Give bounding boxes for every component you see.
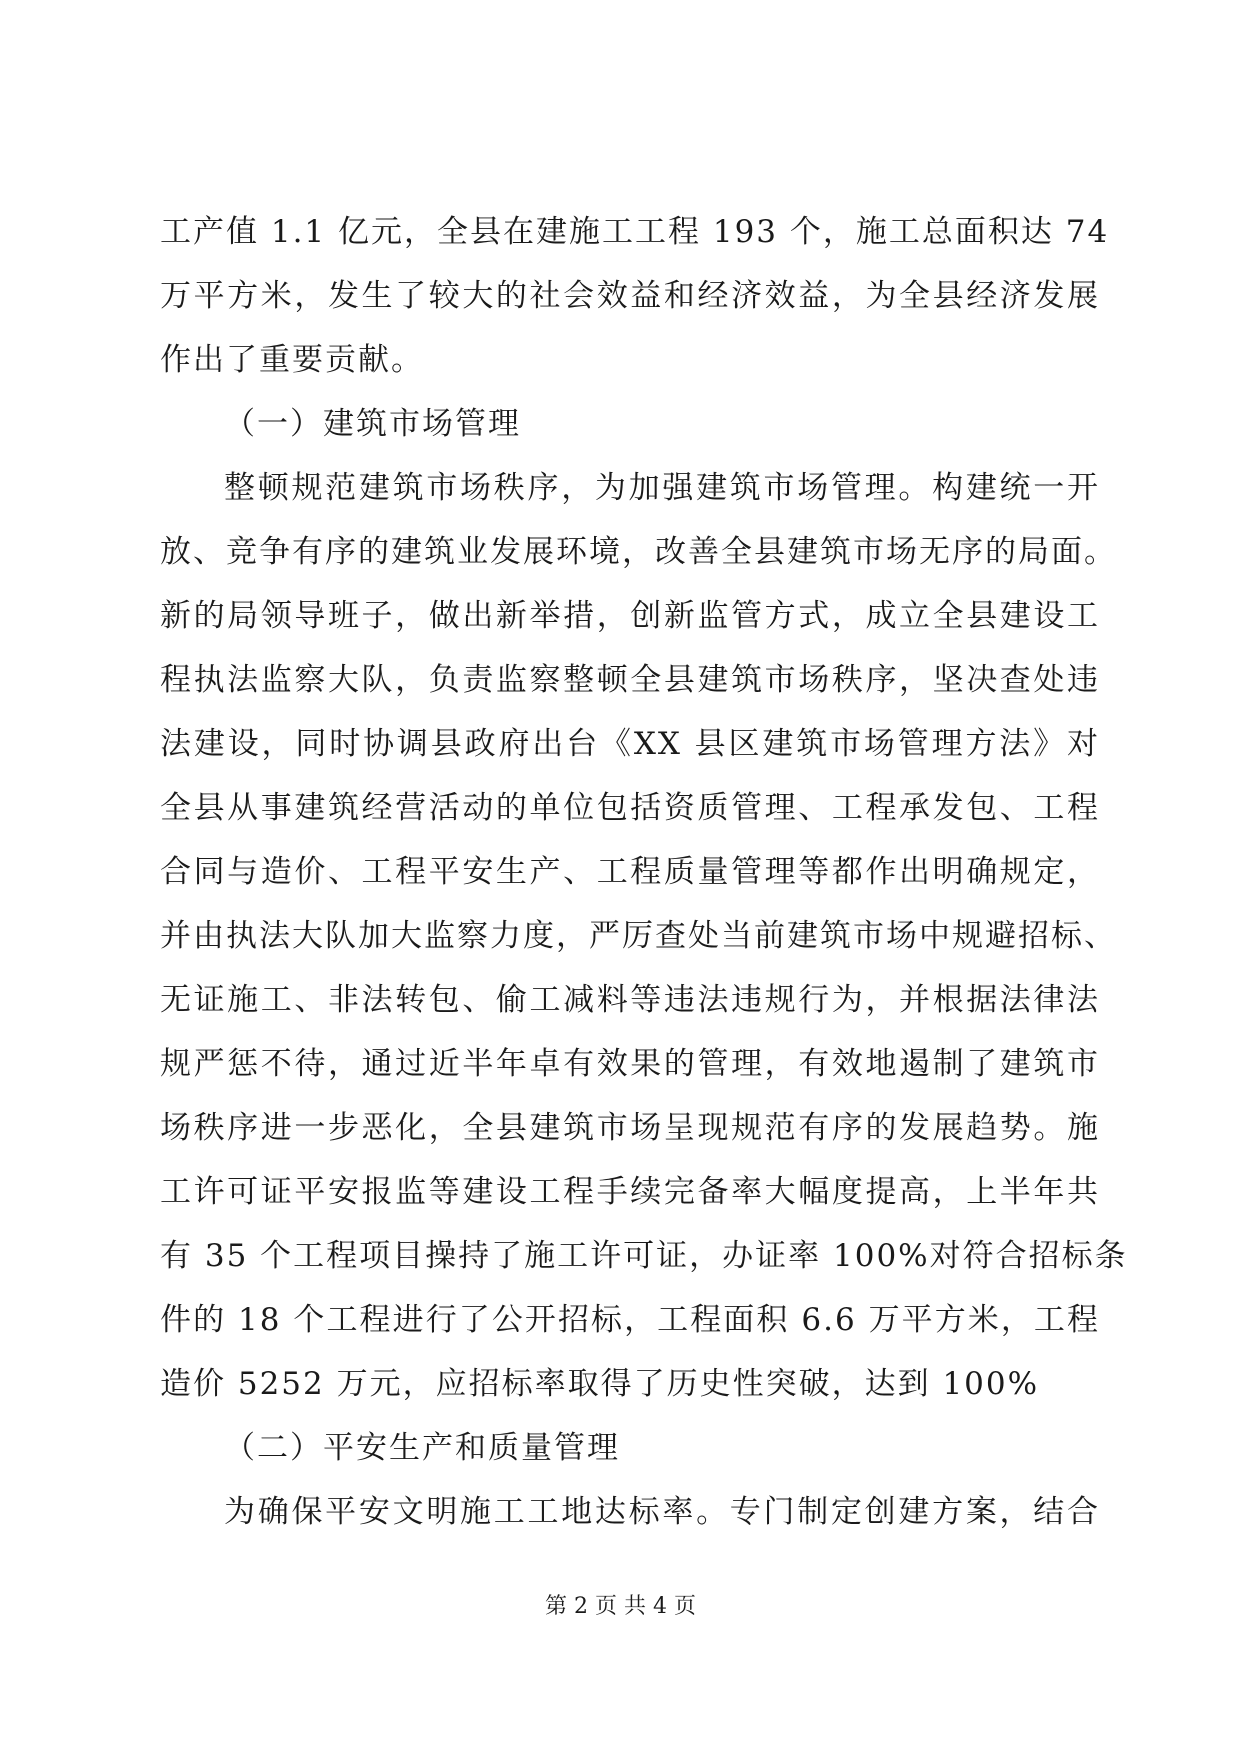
body-line: 作出了重要贡献。 bbox=[160, 342, 424, 378]
section-heading: （二）平安生产和质量管理 bbox=[224, 1430, 620, 1466]
body-line: 合同与造价、工程平安生产、工程质量管理等都作出明确规定， bbox=[160, 854, 1100, 890]
body-line: 并由执法大队加大监察力度，严厉查处当前建筑市场中规避招标、 bbox=[160, 918, 1117, 954]
page-footer: 第 2 页 共 4 页 bbox=[545, 1594, 696, 1619]
document-body bbox=[160, 200, 1128, 1544]
body-line: 工许可证平安报监等建设工程手续完备率大幅度提高，上半年共 bbox=[160, 1174, 1100, 1210]
body-line: 法建设，同时协调县政府出台《XX 县区建筑市场管理方法》对 bbox=[160, 726, 1100, 762]
body-line: 为确保平安文明施工工地达标率。专门制定创建方案，结合 bbox=[224, 1494, 1100, 1530]
body-line: 工产值 1.1 亿元，全县在建施工工程 193 个，施工总面积达 74 bbox=[160, 214, 1110, 250]
body-line: 件的 18 个工程进行了公开招标，工程面积 6.6 万平方米，工程 bbox=[160, 1302, 1100, 1338]
section-heading: （一）建筑市场管理 bbox=[224, 406, 521, 442]
body-line: 无证施工、非法转包、偷工减料等违法违规行为，并根据法律法 bbox=[160, 982, 1100, 1018]
body-line: 程执法监察大队，负责监察整顿全县建筑市场秩序，坚决查处违 bbox=[160, 662, 1100, 698]
body-line: 放、竞争有序的建筑业发展环境，改善全县建筑市场无序的局面。 bbox=[160, 534, 1117, 570]
body-line: 规严惩不待，通过近半年卓有效果的管理，有效地遏制了建筑市 bbox=[160, 1046, 1100, 1082]
body-line: 整顿规范建筑市场秩序，为加强建筑市场管理。构建统一开 bbox=[224, 470, 1100, 506]
body-line: 有 35 个工程项目操持了施工许可证，办证率 100%对符合招标条 bbox=[160, 1238, 1128, 1274]
body-line: 造价 5252 万元，应招标率取得了历史性突破，达到 100% bbox=[160, 1366, 1040, 1402]
body-line: 万平方米，发生了较大的社会效益和经济效益，为全县经济发展 bbox=[160, 278, 1100, 314]
body-line: 场秩序进一步恶化，全县建筑市场呈现规范有序的发展趋势。施 bbox=[160, 1110, 1100, 1146]
body-line: 新的局领导班子，做出新举措，创新监管方式，成立全县建设工 bbox=[160, 598, 1100, 634]
body-line: 全县从事建筑经营活动的单位包括资质管理、工程承发包、工程 bbox=[160, 790, 1100, 826]
